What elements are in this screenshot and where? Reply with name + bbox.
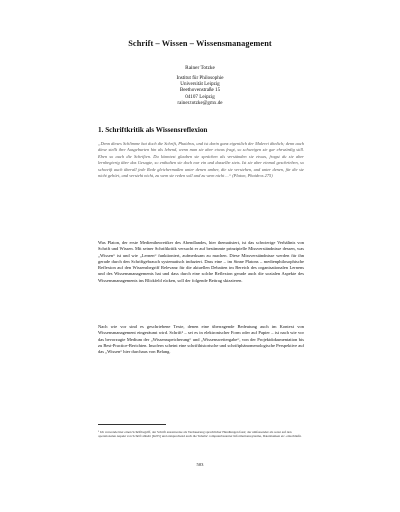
- section-heading: 1. Schriftkritik als Wissensreflexion: [98, 126, 208, 134]
- page-number: 503: [196, 462, 204, 467]
- footnote: ¹ Ich verwende hier einen Schriftbegriff, der Schrift ansatzweise als Verdauerung sprachlicher Handlungen fasst; der umfassender als sonst auf den operationalen Aspekt von Schrift abhebt [Kr05] und entsprechend auch die 'Inhalte' computerbasierter Informationssysteme, Datenbanken etc. einschließt.: [98, 430, 302, 439]
- author-name: Rainer Totzke: [185, 65, 215, 71]
- author-affiliation: [0, 75, 400, 106]
- footnote-rule: [98, 424, 166, 425]
- affiliation-line: 04107 Leipzig: [185, 93, 215, 100]
- affiliation-line: Universität Leipzig: [180, 81, 220, 88]
- block-quote: „Denn dieses Schlimme hat doch die Schrift, Phaidros, und ist darin ganz eigentlich der Malerei ähnlich; denn auch diese stellt ihre Ausgeburten hin als lebend, wenn man sie aber etwas fragt, so schweigen sie gar ehrwürdig still. Eben so auch die Schriften. Du könntest glauben sie sprächen als verständen sie etwas, fragst du sie aber lernbegierig über das Gesagte, so enthalten sie doch nur ein und dasselbe stets. Ist sie aber einmal geschrieben, so schweift auch überall jede Rede gleichermaßen unter denen umher, die sie verstehen, und unter denen, für die sie nicht gehört, und versteht nicht, zu wem sie reden soll und zu wem nicht ...“ (Platon, Phaidros 275): [98, 141, 304, 179]
- paper-title: Schrift – Wissen – Wissensmanagement: [128, 39, 272, 48]
- body-paragraph: Was Platon, der erste Medientheoretiker des Abendlandes, hier thematisiert, ist das schwierige Verhältnis von Schrift und Wissen. Mit seiner Schriftkritik versucht er auf bestimmte prinzipielle Missverständnisse dessen, was „Wissen“ ist und wie „Lernen“ funktioniert, aufmerksam zu machen. Diese Missverständnisse werden für ihn gerade durch den Schriftgebrauch systematisch induziert. Dass eine – im Sinne Platons – medienphilosophische Reflexion auf den Wissensbegriff Relevanz für die aktuellen Debatten im Bereich des organisationalen Lernens und des Wissensmanagements hat und dass durch eine solche Reflexion gerade auch die sozialen Aspekte des Wissensmanagements ins Blickfeld rücken, soll der folgende Beitrag skizzieren.: [98, 240, 304, 283]
- affiliation-line: Beethovenstraße 15: [179, 87, 221, 94]
- author-email: rainer.totzke@gmx.de: [177, 99, 223, 106]
- affiliation-line: Institut für Philosophie: [176, 75, 224, 81]
- body-paragraph: Nach wie vor sind es geschriebene Texte, denen eine überragende Bedeutung auch im Kontext von Wissensmanagement eingeräumt wird. Schrift¹ – sei es in elektronischer Form oder auf Papier – ist nach wie vor das bevorzugte Medium der „Wissensspeicherung“ und „Wissensweitergabe“, von der Projektdokumentation bis zu Best-Practice-Berichten. Insofern scheint eine schrifthistorische und schriftphänomenologische Perspektive auf das „Wissen“ hier durchaus von Belang.: [98, 324, 304, 355]
